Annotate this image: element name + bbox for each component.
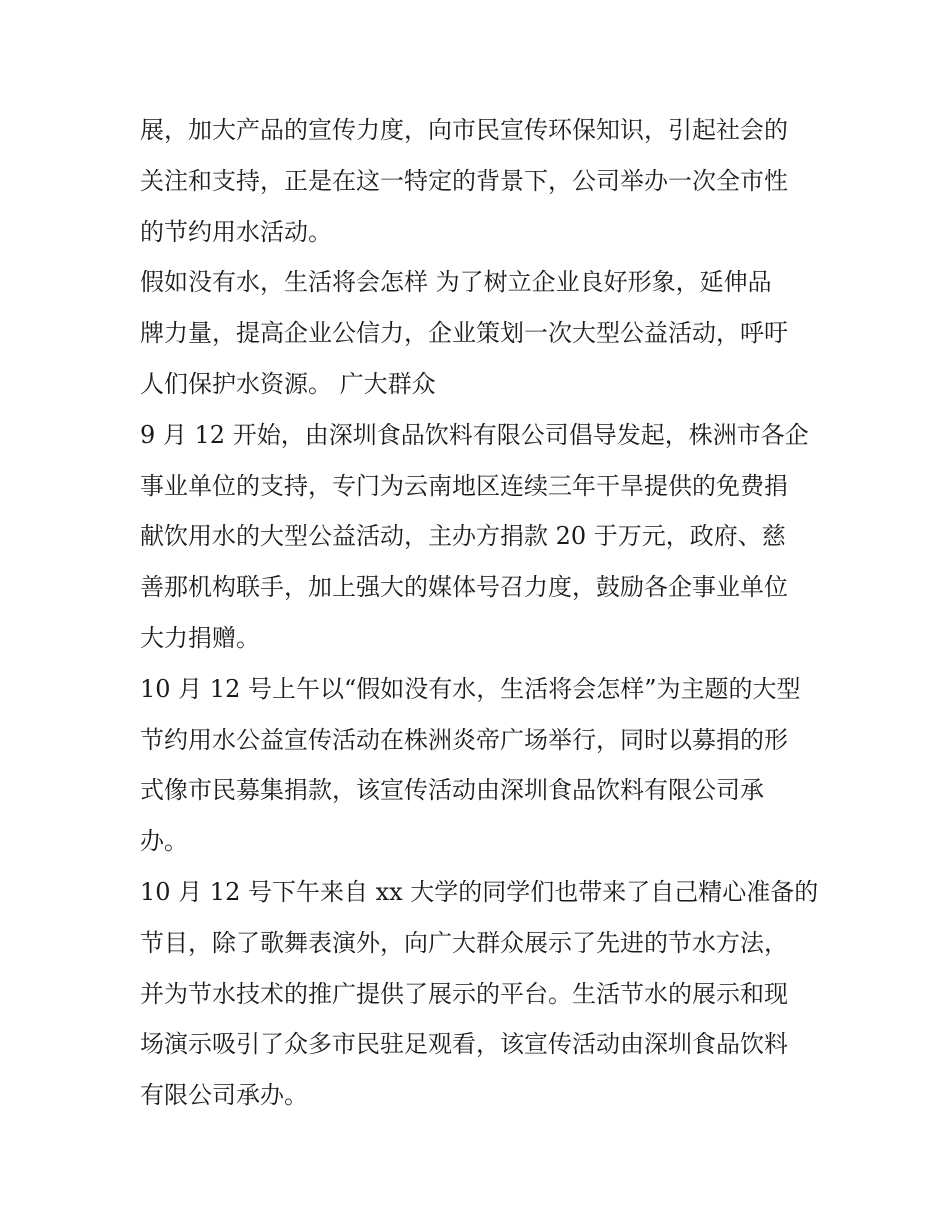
text-line: 有限公司承办。 xyxy=(140,1081,308,1110)
document-body xyxy=(140,105,820,1121)
text-line: 办。 xyxy=(140,827,188,856)
text-line: 善那机构联手，加上强大的媒体号召力度，鼓励各企事业单位 xyxy=(140,573,788,602)
text-line: 并为节水技术的推广提供了展示的平台。生活节水的展示和现 xyxy=(140,979,788,1008)
text-line: 9 月 12 开始，由深圳食品饮料有限公司倡导发起，株洲市各企 xyxy=(140,420,809,449)
text-line: 节目，除了歌舞表演外，向广大群众展示了先进的节水方法， xyxy=(140,928,788,957)
text-line: 关注和支持，正是在这一特定的背景下，公司举办一次全市性 xyxy=(140,166,788,195)
text-line: 展，加大产品的宣传力度，向市民宣传环保知识，引起社会的 xyxy=(140,116,788,144)
text-line: 节约用水公益宣传活动在株洲炎帝广场举行，同时以募捐的形 xyxy=(140,725,788,754)
text-line: 场演示吸引了众多市民驻足观看，该宣传活动由深圳食品饮料 xyxy=(140,1030,788,1059)
text-line: 牌力量，提高企业公信力，企业策划一次大型公益活动，呼吁 xyxy=(140,319,788,348)
paragraph-3 xyxy=(140,410,820,664)
text-line: 假如没有水，生活将会怎样 为了树立企业良好形象，延伸品 xyxy=(140,268,772,297)
text-line: 式像市民募集捐款，该宣传活动由深圳食品饮料有限公司承 xyxy=(140,776,764,805)
text-line: 事业单位的支持，专门为云南地区连续三年干旱提供的免费捐 xyxy=(140,471,788,500)
text-line: 人们保护水资源。 广大群众 xyxy=(140,369,436,398)
text-line: 10 月 12 号上午以“假如没有水，生活将会怎样”为主题的大型 xyxy=(140,674,801,703)
text-line: 大力捐赠。 xyxy=(140,623,260,652)
paragraph-5 xyxy=(140,867,820,1121)
text-line: 的节约用水活动。 xyxy=(140,217,332,246)
text-line: 10 月 12 号下午来自 xx 大学的同学们也带来了自己精心准备的 xyxy=(140,877,819,906)
paragraph-4 xyxy=(140,664,820,867)
paragraph-1 xyxy=(140,105,820,257)
paragraph-2 xyxy=(140,257,820,409)
text-line: 献饮用水的大型公益活动，主办方捐款 20 于万元，政府、慈 xyxy=(140,522,786,551)
